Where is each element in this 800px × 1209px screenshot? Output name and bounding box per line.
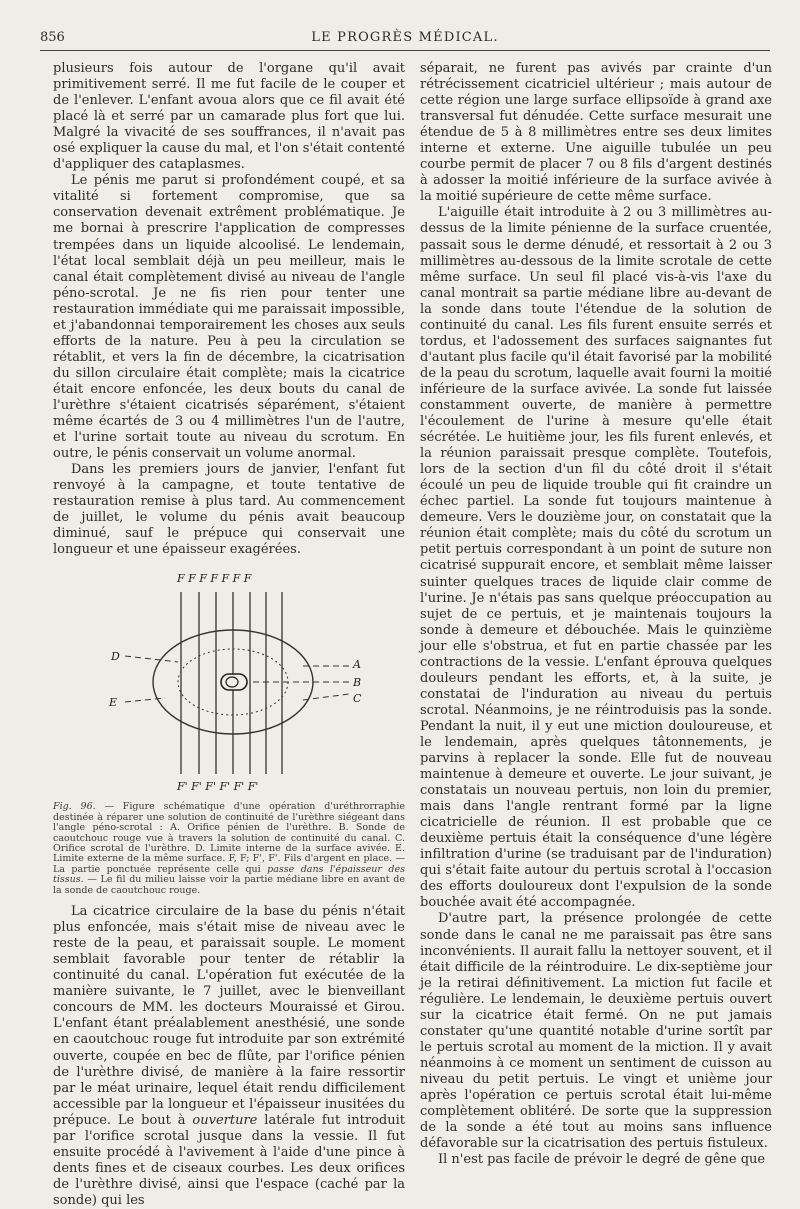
paragraph-text-end: latérale fut introduit par l'orifice scrotal jusque dans la vessie. Il fut ensuite procédé à l'avivement à l'aide d'une pince à dents fines et de ciseaux courbes. Les deux orifices de l'urèthre divisé, ainsi que l'espace (caché par la sonde) qui les [53, 1112, 405, 1208]
running-title: LE PROGRÈS MÉDICAL. [311, 30, 499, 45]
paragraph-continued: séparait, ne furent pas avivés par crainte d'un rétrécissement cicatriciel ultérieur ; mais autour de cette région une large surface ellipsoïde à grand axe transversal fut dénudée. Cette surface mesurait une étendue de 5 à 8 millimètres entre ses deux limites interne et externe. Une aiguille tubulée un peu courbe permit de placer 7 ou 8 fils d'argent destinés à adosser la moitié inférieure de la surface avivée à la moitié supérieure de cette même surface. [420, 61, 772, 205]
paragraph: Dans les premiers jours de janvier, l'enfant fut renvoyé à la campagne, et toute tentative de restauration remise à plus tard. Au commencement de juillet, le volume du pénis avait beaucoup diminué, sauf le prépuce qui conservait une longueur et une épaisseur exagérées. [53, 462, 405, 558]
page-number: 856 [40, 30, 65, 45]
paragraph: D'autre part, la présence prolongée de cette sonde dans le canal ne me paraissait pas être sans inconvénients. Il aurait fallu la nettoyer souvent, et il était difficile de la réintroduire. Le dix-septième jour je la retirai définitivement. La miction fut facile et régulière. Le lendemain, le deuxième pertuis ouvert sur la cicatrice était fermé. On ne put jamais constater qu'une quantité notable d'urine sortît par le pertuis scrotal au moment de la miction. Il y avait néanmoins à ce moment un sentiment de cuisson au niveau du petit pertuis. Le vingt et unième jour après l'opération ce pertuis scrotal était lui-même complètement oblitéré. De sorte que la suppression de la sonde a été tout au moins sans influence défavorable sur la cicatrisation des pertuis fistuleux. [420, 911, 772, 1152]
paragraph-text: La cicatrice circulaire de la base du pénis n'était plus enfoncée, mais s'était mise de niveau avec le reste de la peau, et paraissait souple. Le moment semblait favorable pour tenter de rétablir la continuité du canal. L'opération fut exécutée de la manière suivante, le 7 juillet, avec le bienveillant concours de MM. les docteurs Mouraissé et Girou. L'enfant étant préalablement anesthésié, une sonde en caoutchouc rouge fut introduite par son extrémité ouverte, coupée en bec de flûte, par l'orifice pénien de l'urèthre divisé, de manière à la faire ressortir par le méat urinaire, lequel était rendu difficilement accessible par la longueur et l'épaisseur inusitées du prépuce. Le bout à [53, 904, 405, 1128]
caption-text-end: — Le fil du milieu laisse voir la partie médiane libre en avant de la sonde de caoutchouc rouge. [53, 874, 405, 896]
paragraph: L'aiguille était introduite à 2 ou 3 millimètres au-dessus de la limite pénienne de la surface cruentée, passait sous le derme dénudé, et ressortait à 2 ou 3 millimètres au-dessous de la limite scrotale de cette même surface. Un seul fil placé vis-à-vis l'axe du canal montrait sa partie médiane libre au-devant de la sonde dans toute l'étendue de la solution de continuité du canal. Les fils furent ensuite serrés et tordus, et l'adossement des surfaces saignantes fut d'autant plus facile qu'il était favorisé par la mobilité de la peau du scrotum, laquelle avait fourni la moitié inférieure de la surface avivée. La sonde fut laissée constamment ouverte, de manière à permettre l'écoulement de l'urine à mesure qu'elle était sécrétée. Le huitième jour, les fils furent enlevés, et la réunion paraissait presque complète. Toutefois, lors de la section d'un fil du côté droit il s'était écoulé un peu de liquide trouble qui fit craindre un échec partiel. La sonde fut toujours maintenue à demeure. Vers le douzième jour, on constatait que la réunion était complète; mais du côté du scrotum un petit pertuis correspondant à un point de suture non cicatrisé suppurait encore, et semblait même laisser suinter quelques traces de liquide clair comme de l'urine. Je n'étais pas sans quelque préoccupation au sujet de ce pertuis, et je maintenais toujours la sonde à demeure et débouchée. Mais le quinzième jour elle s'obstrua, et fut en partie chassée par les contractions de la vessie. L'enfant éprouva quelques douleurs pendant les efforts, et, à la suite, je constatai de l'induration au niveau du pertuis scrotal. Néanmoins, je ne réintroduisis pas la sonde. Pendant la nuit, il y eut une miction douloureuse, et le lendemain, après quelques tâtonnements, je parvins à replacer la sonde. Elle fut de nouveau maintenue à demeure et ouverte. Le jour suivant, je constatais un nouveau pertuis, non loin du premier, mais dans l'angle rentrant formé par la ligne cicatricielle de réunion. Il est probable que ce deuxième pertuis était la conséquence d'une légère infiltration d'urine (se traduisant par de l'induration) qui s'était faite autour du pertuis scrotal à l'occasion des efforts douloureux dont l'expulsion de la sonde bouchée avait été accompagnée. [420, 205, 772, 911]
caption-italic: passe dans l'épaisseur des tissus. [53, 863, 405, 886]
paragraph: Il n'est pas facile de prévoir le degré de gêne que [438, 1152, 766, 1168]
figure-label-top-f: F F F F F F F [177, 572, 252, 586]
caption-figure-number: Fig. 96. [53, 801, 96, 813]
urethrorraphy-diagram [53, 562, 405, 798]
figure-label-a: A [353, 658, 361, 672]
figure-96 [53, 562, 405, 798]
paragraph [53, 904, 405, 1209]
page-header [40, 30, 770, 51]
figure-label-d: D [111, 650, 120, 664]
paragraph-continued: plusieurs fois autour de l'organe qu'il avait primitivement serré. Il me fut facile de le couper et de l'enlever. L'enfant avoua alors que ce fil avait été placé là et serré par un camarade plus fort que lui. Malgré la vivacité de ses souffrances, il n'avait pas osé expliquer la cause du mal, et l'on s'était contenté d'appliquer des cataplasmes. [53, 61, 405, 173]
catheter-shape [221, 674, 247, 690]
figure-label-bottom-f: F' F' F' F' F' F' [177, 780, 259, 794]
right-column [420, 61, 772, 1168]
figure-label-c: C [353, 692, 362, 706]
paragraph-italic: ouverture [192, 1112, 258, 1128]
caption-text: — Figure schématique d'une opération d'uréthrorraphie destinée à réparer une solution de continuité de l'urèthre siégeant dans l'angle péno-scrotal : A. Orifice pénien de l'urèthre. B. Sonde de caoutchouc rouge vue à travers la solution de continuité du canal. C. Orifice scrotal de l'urèthre. D. Limite interne de la surface avivée. E. Limite externe de la même surface. F, F; F', F'. Fils d'argent en place. — La partie ponctuée représente celle qui [53, 801, 405, 875]
figure-label-b: B [353, 676, 362, 690]
paragraph: Le pénis me parut si profondément coupé, et sa vitalité si fortement compromise, que sa conservation devenait extrêment problématique. Je me bornai à prescrire l'application de compresses trempées dans un liquide alcoolisé. Le lendemain, l'état local semblait déjà un peu meilleur, mais le canal était complètement divisé au niveau de l'angle péno-scrotal. Je ne fis rien pour tenter une restauration immédiate qui me paraissait impossible, et j'abandonnai temporairement les choses aux seuls efforts de la nature. Peu à peu la circulation se rétablit, et vers la fin de décembre, la cicatrisation du sillon circulaire était complète; mais la cicatrice était encore enfoncée, les deux bouts du canal de l'urèthre s'étaient cicatrisés séparément, s'étaient même écartés de 3 ou 4 millimètres l'un de l'autre, et l'urine sortait toute au niveau du scrotum. En outre, le pénis conservait un volume anormal. [53, 173, 405, 462]
figure-caption [53, 802, 405, 896]
figure-label-e: E [109, 696, 118, 710]
left-column [53, 61, 405, 1209]
